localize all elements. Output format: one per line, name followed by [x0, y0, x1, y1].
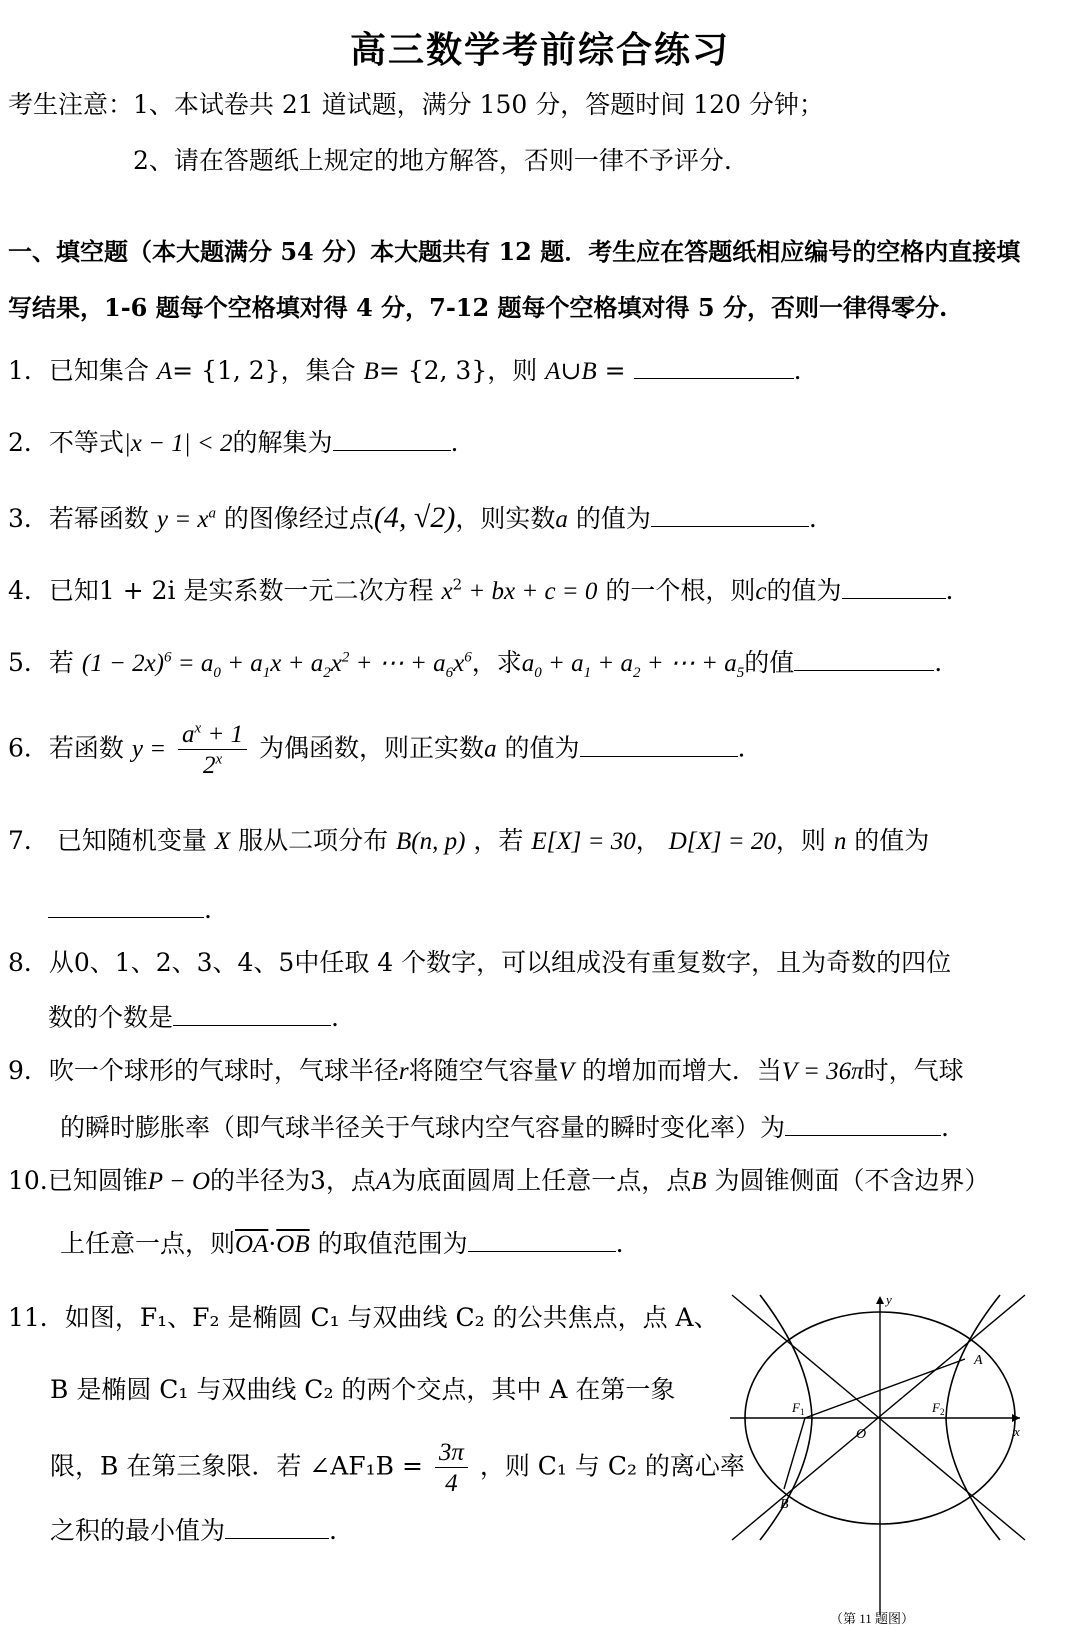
q9-text: 时，气球 — [863, 1056, 964, 1085]
q10-dot: · — [268, 1229, 277, 1258]
q10-period: . — [615, 1229, 624, 1258]
q4-text: 的值为 — [766, 576, 842, 605]
q4-math: c — [755, 578, 767, 605]
q9-math: V — [558, 1058, 574, 1085]
q6-text: 为偶函数，则正实数 — [259, 733, 485, 763]
q6-answer-blank[interactable] — [580, 734, 738, 757]
q2-answer-blank[interactable] — [333, 428, 451, 451]
question-2 — [8, 428, 458, 456]
q5-sum: $a_0 + a_1 + a_2$ + ⋯ + $a_5$ — [521, 650, 745, 681]
q11-text: 如图，F₁、F₂ 是椭圆 C₁ 与双曲线 C₂ 的公共焦点，点 A、 — [64, 1303, 719, 1332]
q11-text: 限，B 在第三象限．若 ∠AF₁B = — [50, 1451, 423, 1481]
question-10-line-2 — [60, 1229, 624, 1257]
y-axis-label: y — [886, 1292, 892, 1307]
question-10 — [8, 1168, 990, 1194]
q1-text: ∪ — [560, 356, 582, 385]
question-number: 3． — [8, 504, 49, 533]
q8-text: 从0、1、2、3、4、5中任取 4 个数字，可以组成没有重复数字，且为奇数的四位 — [48, 948, 952, 977]
q4-text: 的一个根，则 — [605, 576, 756, 605]
q8-answer-blank[interactable] — [173, 1003, 331, 1026]
q5-expansion: $(1 - 2x)^6 = a_0 + a_1x + a_2x^2$ + ⋯ + $a_6x^6$ — [81, 649, 472, 681]
question-8 — [8, 950, 951, 975]
question-number: 10. — [8, 1166, 48, 1195]
q6-fraction: $\frac{a^x + 1}{2^x}$ — [178, 722, 247, 778]
q10-vector: $\overline{OB}$ — [276, 1231, 310, 1258]
q7-answer-blank[interactable] — [48, 895, 204, 918]
q9-math: r — [398, 1058, 409, 1085]
q1-period: . — [793, 356, 802, 385]
q10-text: 上任意一点，则 — [60, 1229, 236, 1258]
q7-period: . — [204, 895, 212, 924]
q3-math: a — [555, 506, 568, 533]
q5-text: ，求 — [471, 648, 522, 677]
q7-math: n — [833, 828, 847, 855]
question-11-line-1 — [8, 1305, 719, 1330]
q9-text: 的瞬时膨胀率（即气球半径关于气球内空气容量的瞬时变化率）为 — [60, 1113, 786, 1142]
question-number: 8． — [8, 948, 49, 977]
q1-answer-blank[interactable] — [634, 356, 794, 379]
focus-f2-label: $F_2$ — [932, 1400, 945, 1417]
q9-text: 将随空气容量 — [408, 1056, 559, 1085]
q1-text: = — [604, 356, 626, 385]
question-11-line-2 — [50, 1377, 675, 1402]
section-heading-line-2: 写结果，1-6 题每个空格填对得 4 分，7-12 题每个空格填对得 5 分，否则一律得零分. — [8, 293, 948, 322]
q7-math: E[X] = 30 — [531, 828, 636, 855]
question-5 — [8, 648, 943, 681]
q4-exponent: 2 — [452, 575, 463, 594]
q4-period: . — [945, 576, 954, 605]
q11-text: ，则 C₁ 与 C₂ 的离心率 — [479, 1451, 745, 1481]
q10-math: B — [691, 1168, 707, 1195]
q6-text: 的值为 — [504, 733, 580, 763]
q4-answer-blank[interactable] — [842, 576, 946, 599]
q1-math: A — [545, 358, 561, 385]
question-number: 6． — [8, 733, 49, 763]
q3-period: . — [808, 504, 817, 533]
origin-label: O — [856, 1427, 867, 1442]
q6-period: . — [737, 733, 746, 763]
question-1 — [8, 356, 802, 384]
ellipse-hyperbola-figure — [720, 1290, 1030, 1635]
q9-text: 吹一个球形的气球时，气球半径 — [48, 1056, 399, 1085]
q4-math: x — [441, 578, 453, 605]
q9-math: V = 36π — [781, 1058, 864, 1085]
question-7-answer-line — [48, 895, 212, 922]
question-11-line-3 — [50, 1440, 745, 1496]
q2-math: |x − 1| < 2 — [123, 430, 233, 457]
q3-text: ，则实数 — [455, 504, 556, 533]
question-9 — [8, 1058, 964, 1084]
q7-text: ， — [635, 826, 661, 855]
q3-math: y = x — [156, 506, 209, 533]
q11-text: 之积的最小值为 — [50, 1516, 226, 1545]
question-number: 7． — [8, 826, 49, 855]
q10-text: 已知圆锥 — [47, 1166, 148, 1195]
q2-text: 的解集为 — [232, 428, 333, 457]
q10-math: A — [375, 1168, 392, 1195]
q9-period: . — [941, 1113, 949, 1142]
section-heading-line-1: 一、填空题（本大题满分 54 分）本大题共有 12 题．考生应在答题纸相应编号的空格内直接填 — [8, 237, 1021, 266]
question-number: 9． — [8, 1056, 49, 1085]
q7-text: 的值为 — [854, 826, 930, 855]
q2-text: 不等式 — [48, 428, 124, 457]
question-3 — [8, 503, 817, 533]
question-8-line-2 — [48, 1003, 339, 1030]
q6-math: a — [484, 735, 497, 763]
question-number: 5． — [8, 648, 49, 677]
q5-period: . — [934, 648, 943, 677]
q10-answer-blank[interactable] — [468, 1229, 616, 1252]
q10-text: 为圆锥侧面（不含边界） — [714, 1166, 990, 1195]
q7-math: B(n, p) — [396, 828, 466, 855]
q3-text: 的图像经过点 — [223, 504, 374, 533]
question-number: 1． — [8, 356, 49, 385]
q9-text: 的增加而增大．当 — [581, 1056, 782, 1085]
figure-caption: （第 11 题图） — [830, 1611, 915, 1626]
q4-math: + bx + c = 0 — [462, 578, 598, 605]
q10-text: 为底面圆周上任意一点，点 — [391, 1166, 692, 1195]
q7-text: 已知随机变量 — [56, 826, 207, 855]
question-7 — [8, 828, 929, 854]
x-axis-arrow — [1012, 1414, 1020, 1422]
q1-text: = {2, 3}，则 — [378, 356, 538, 385]
focus-f1-label: $F_1$ — [792, 1400, 805, 1417]
q6-math: y = — [131, 735, 167, 763]
question-6 — [8, 722, 745, 778]
point-b-label: B — [780, 1497, 789, 1512]
question-number: 11． — [8, 1303, 65, 1332]
q3-text: 的值为 — [575, 504, 651, 533]
question-9-line-2 — [60, 1113, 949, 1140]
q7-text: ，则 — [775, 826, 826, 855]
q5-text: 若 — [48, 648, 74, 677]
q2-period: . — [450, 428, 459, 457]
notice-line-2: 2、请在答题纸上规定的地方解答，否则一律不予评分. — [133, 146, 732, 175]
q7-text: ，若 — [473, 826, 524, 855]
q3-answer-blank[interactable] — [651, 504, 809, 527]
segment-f1-b — [784, 1418, 805, 1489]
q3-text: 若幂函数 — [48, 504, 149, 533]
q8-text: 数的个数是 — [48, 1003, 174, 1032]
notice-line-1: 考生注意：1、本试卷共 21 道试题，满分 150 分，答题时间 120 分钟； — [8, 90, 824, 119]
q8-period: . — [331, 1003, 339, 1032]
q4-text: 已知1 + 2i 是实系数一元二次方程 — [48, 576, 434, 605]
q9-answer-blank[interactable] — [785, 1113, 941, 1136]
q7-math: X — [214, 828, 231, 855]
question-4 — [8, 576, 953, 604]
page-title: 高三数学考前综合练习 — [349, 30, 730, 71]
q1-math: B — [581, 358, 597, 385]
q7-math: D[X] = 20 — [668, 828, 776, 855]
q11-answer-blank[interactable] — [225, 1516, 329, 1539]
q10-text: 的取值范围为 — [317, 1229, 468, 1258]
q1-math: A — [156, 358, 173, 385]
q10-math: P − O — [147, 1168, 211, 1195]
q3-point: (4, √2) — [373, 501, 456, 534]
q7-text: 服从二项分布 — [238, 826, 389, 855]
q6-text: 若函数 — [48, 733, 124, 763]
question-number: 2． — [8, 428, 49, 457]
q10-vector: $\overline{OA}$ — [235, 1231, 269, 1258]
q5-answer-blank[interactable] — [794, 648, 934, 671]
question-number: 4． — [8, 576, 49, 605]
q11-text: B 是椭圆 C₁ 与双曲线 C₂ 的两个交点，其中 A 在第一象 — [50, 1375, 676, 1404]
q5-text: 的值 — [744, 648, 795, 677]
q1-text: = {1, 2}，集合 — [172, 356, 356, 385]
q10-text: 的半径为3，点 — [210, 1166, 376, 1195]
q11-fraction: $\frac{3\pi}{4}$ — [435, 1440, 468, 1496]
point-a-label: A — [974, 1353, 983, 1368]
question-11-line-4 — [50, 1516, 337, 1543]
q1-math: B — [363, 358, 379, 385]
q11-period: . — [329, 1516, 337, 1545]
x-axis-label: x — [1014, 1424, 1020, 1439]
y-axis-arrow — [876, 1296, 884, 1304]
q3-exponent: a — [208, 505, 216, 522]
q1-text: 已知集合 — [48, 356, 149, 385]
